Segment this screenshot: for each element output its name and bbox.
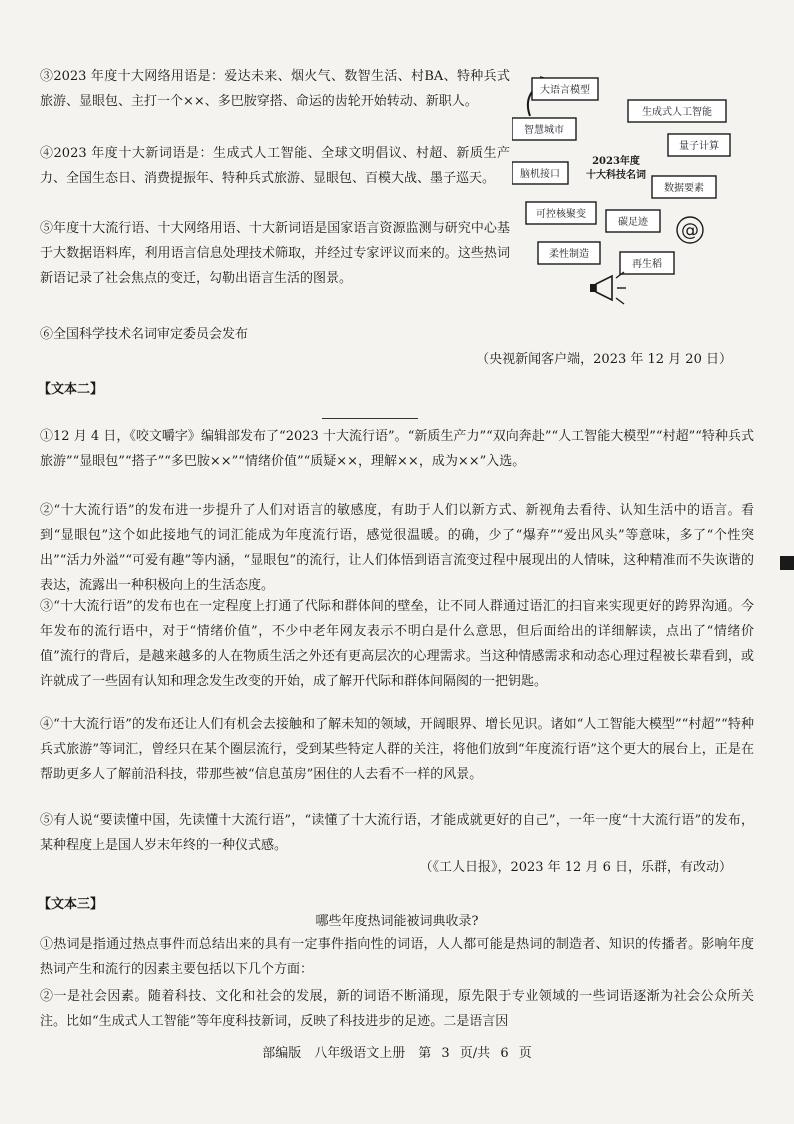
title-divider <box>322 418 418 419</box>
text2-paragraph-3: ③“十大流行语”的发布也在一定程度上打通了代际和群体间的壁垒，让不同人群通过语汇的扫盲来实现更好的跨界沟通。今年发布的流行语中，对于“情绪价值”，不少中老年网友表示不明白是什么意思，但后面给出的详细解读，点出了“情绪价值”流行的背后，是越来越多的人在物质生活之外还有更高层次的心理需求。当这种情感需求和动态心理过程被长辈看到，或许就成了一些固有认知和理念发生改变的开始，成了解开代际和群体间隔阂的一把钥匙。 <box>40 599 754 689</box>
term-label-8: 碳足迹 <box>618 217 648 228</box>
center-title-line-2: 十大科技名词 <box>586 170 646 181</box>
term-bubble-4 <box>668 134 730 156</box>
page-footer: 部编版 八年级语文上册 第 3 页/共 6 页 <box>262 1046 532 1061</box>
text2-paragraph-5: ⑤有人说“要读懂中国，先读懂十大流行语”，“读懂了十大流行语，才能成就更好的自己”，一年一度“十大流行语”的发布，某种程度上是国人岁末年终的一种仪式感。 <box>40 813 754 853</box>
text3-title: 哪些年度热词能被词典收录? <box>315 914 479 929</box>
text1-paragraph-6: ⑥全国科学技术名词审定委员会发布 <box>40 327 249 342</box>
text1-source: （央视新闻客户端，2023 年 12 月 20 日） <box>476 352 732 367</box>
text3-paragraph-2: ②一是社会因素。随着科技、文化和社会的发展，新的词语不断涌现，原先限于专业领域的一些词语逐渐为社会公众所关注。比如“生成式人工智能”等年度科技新词，反映了科技进步的足迹。二是语言因 <box>40 989 754 1029</box>
term-label-4: 量子计算 <box>679 141 719 152</box>
text2-paragraph-2: ②“十大流行语”的发布进一步提升了人们对语言的敏感度，有助于人们以新方式、新视角去看待、认知生活中的语言。看到“显眼包”这个如此接地气的词汇能成为年度流行语，感觉很温暖。的确，少了“爆弃”“爱出风头”等意味，多了“个性突出”“活力外溢”“可爱有趣”等内涵，“显眼包”的流行，让人们体悟到语言流变过程中展现出的人情味，这种精准而不失诙谐的表达，流露出一种积极向上的生活态度。 <box>40 503 754 593</box>
term-bubble-2 <box>628 100 726 122</box>
text1-paragraph-4: ④2023 年度十大新词语是：生成式人工智能、全球文明倡议、村超、新质生产力、全国生态日、消费提振年、特种兵式旅游、显眼包、百模大战、墨子巡天。 <box>40 146 510 186</box>
term-bubble-7 <box>526 202 596 224</box>
term-bubble-9 <box>538 242 600 264</box>
text3-label: 【文本三】 <box>38 897 104 912</box>
text3-paragraph-1: ①热词是指通过热点事件而总结出来的具有一定事件指向性的词语，人人都可能是热词的制造者、知识的传播者。影响年度热词产生和流行的因素主要包括以下几个方面： <box>40 937 754 977</box>
term-bubble-5 <box>512 162 568 184</box>
term-label-3: 智慧城市 <box>524 125 564 136</box>
at-symbol-icon: @ <box>681 220 699 241</box>
term-bubble-8 <box>606 210 660 232</box>
text1-paragraph-5: ⑤年度十大流行语、十大网络用语、十大新词语是国家语言资源监测与研究中心基于大数据语料库，利用语言信息处理技术筛取，并经过专家评议而来的。这些热词新语记录了社会焦点的变迁，勾勒出语言生活的图景。 <box>40 221 510 286</box>
term-label-10: 再生稻 <box>632 259 662 270</box>
term-bubble-3 <box>512 118 576 140</box>
term-bubble-10 <box>620 252 674 274</box>
term-label-2: 生成式人工智能 <box>642 107 712 118</box>
term-bubble-6 <box>652 176 716 198</box>
text1-paragraph-3: ③2023 年度十大网络用语是：爱达未来、烟火气、数智生活、村BA、特种兵式旅游、显眼包、主打一个××、多巴胺穿搭、命运的齿轮开始转动、新职人。 <box>40 69 510 109</box>
tech-terms-illustration <box>512 64 752 314</box>
term-label-5: 脑机接口 <box>520 169 560 180</box>
text2-paragraph-4: ④“十大流行语”的发布还让人们有机会去接触和了解未知的领域，开阔眼界、增长见识。诸如“人工智能大模型”“村超”“特种兵式旅游”等词汇，曾经只在某个圈层流行，受到某些特定人群的关注，将他们放到“年度流行语”这个更大的展台上，正是在帮助更多人了解前沿科技，带那些被“信息茧房”困住的人去看不一样的风景。 <box>40 717 754 782</box>
text2-paragraph-1: ①12 月 4 日，《咬文嚼字》编辑部发布了“2023 十大流行语”。“新质生产力”“双向奔赴”“人工智能大模型”“村超”“特种兵式旅游”“显眼包”“搭子”“多巴胺××”“情绪价值”“质疑××，理解××，成为××”入选。 <box>40 429 754 469</box>
term-label-9: 柔性制造 <box>549 249 589 260</box>
term-bubble-1 <box>532 78 598 100</box>
edge-marker <box>780 556 794 570</box>
term-label-7: 可控核聚变 <box>536 209 586 220</box>
center-title-line-1: 2023年度 <box>592 156 640 167</box>
term-label-6: 数据要素 <box>664 183 704 194</box>
term-label-1: 大语言模型 <box>540 85 590 96</box>
tech-terms-diagram <box>512 64 752 314</box>
text2-source: （《工人日报》，2023 年 12 月 6 日，乐群，有改动） <box>419 860 732 875</box>
megaphone-icon <box>590 272 626 304</box>
text2-label: 【文本二】 <box>38 382 104 397</box>
